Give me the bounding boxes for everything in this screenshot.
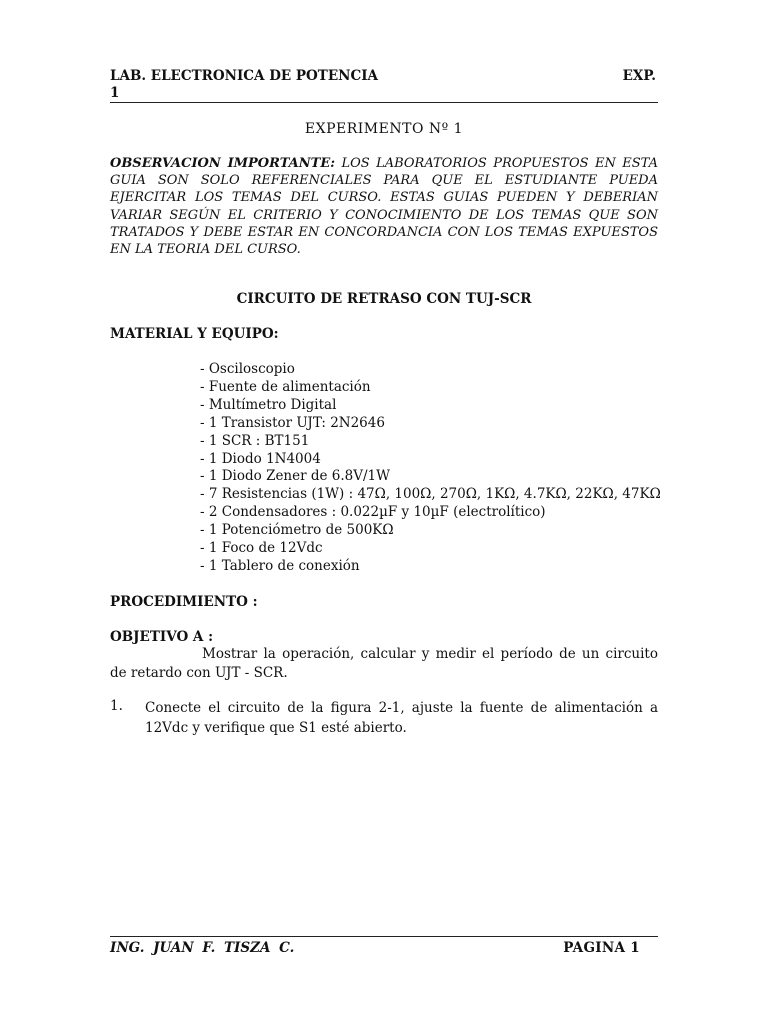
step-number: 1. (110, 698, 123, 714)
objective-text: Mostrar la operación, calcular y medir el período de un circuito de retardo con UJT - SCR. (110, 646, 658, 681)
list-item: - Fuente de alimentación (200, 378, 371, 395)
objective-paragraph (110, 645, 658, 683)
step-text: Conecte el circuito de la figura 2-1, ajuste la fuente de alimentación a 12Vdc y verifique que S1 esté abierto. (145, 700, 658, 736)
materials-list (200, 361, 661, 576)
footer-page-number: PAGINA 1 (563, 940, 640, 956)
list-item: - 1 Potenciómetro de 500KΩ (200, 522, 394, 539)
list-item: - 1 SCR : BT151 (200, 432, 310, 449)
footer-rule (110, 936, 658, 937)
important-note (110, 155, 658, 258)
list-item: - 1 Foco de 12Vdc (200, 540, 323, 557)
list-item: - 2 Condensadores : 0.022µF y 10µF (electrolítico) (200, 504, 546, 521)
footer-author: ING. JUAN F. TISZA C. (110, 940, 295, 956)
objective-heading: OBJETIVO A : (110, 629, 214, 645)
list-item: - 1 Diodo Zener de 6.8V/1W (200, 468, 391, 485)
list-item: - 1 Tablero de conexión (200, 557, 360, 574)
header-rule (110, 102, 658, 103)
list-item: - 7 Resistencias (1W) : 47Ω, 100Ω, 270Ω, 1KΩ, 4.7KΩ, 22KΩ, 47KΩ (200, 486, 661, 503)
list-item: - Multímetro Digital (200, 396, 337, 413)
list-item: - 1 Transistor UJT: 2N2646 (200, 414, 385, 431)
note-text: LOS LABORATORIOS PROPUESTOS EN ESTA GUIA SON SOLO REFERENCIALES PARA QUE EL ESTUDIANTE PUEDA EJERCITAR LOS TEMAS DEL CURSO. ESTAS GUIAS PUEDEN Y DEBERIAN VARIAR SEGÚN EL CRITERIO Y CONOCIMIENTO DE LOS TEMAS QUE SON TRATADOS Y DEBE ESTAR EN CONCORDANCIA CON LOS TEMAS EXPUESTOS EN LA TEORIA DEL CURSO. (110, 156, 658, 258)
header-lab-title-cont: 1 (110, 85, 120, 101)
section-title: CIRCUITO DE RETRASO CON TUJ-SCR (236, 291, 532, 307)
materials-heading: MATERIAL Y EQUIPO: (110, 326, 279, 342)
header-lab-title-text: LAB. ELECTRONICA DE POTENCIA (110, 68, 379, 84)
header-exp-label: EXP. (622, 68, 656, 84)
header-lab-title (110, 68, 378, 102)
list-item: - 1 Diodo 1N4004 (200, 450, 321, 467)
note-label: OBSERVACION IMPORTANTE: (110, 156, 336, 171)
experiment-title: EXPERIMENTO Nº 1 (304, 121, 464, 137)
list-item: - Osciloscopio (200, 361, 295, 377)
procedure-heading: PROCEDIMIENTO : (110, 594, 258, 610)
